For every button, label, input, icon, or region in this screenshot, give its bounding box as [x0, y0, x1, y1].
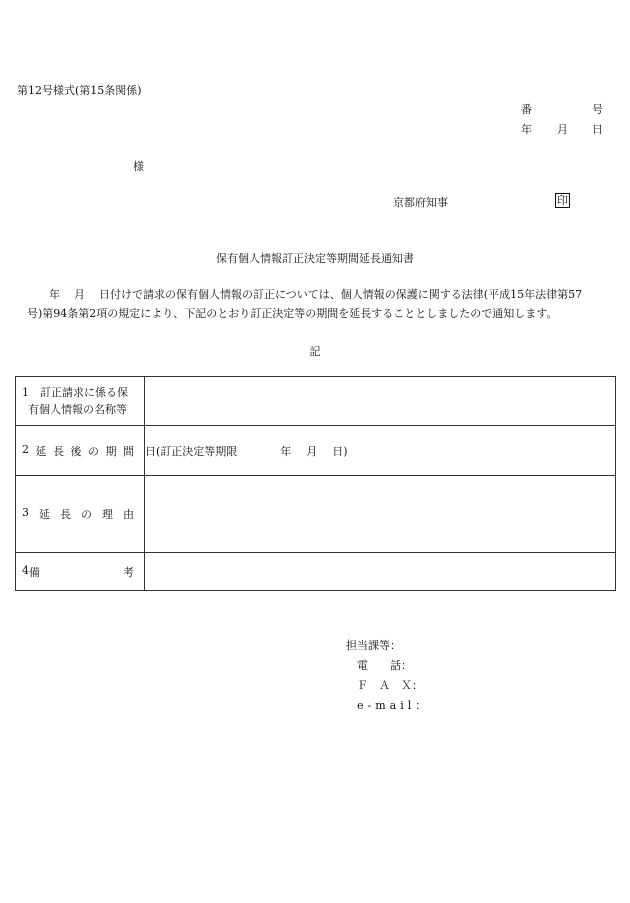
body-date-month: 月: [74, 288, 85, 301]
row-number: 4: [22, 563, 29, 577]
table-row: [16, 377, 616, 426]
notice-body-line-2: 号)第94条第2項の規定により、下記のとおり訂正決定等の期間を延長することとしましたので通知します。: [27, 307, 558, 320]
label-char: の: [88, 444, 99, 458]
contact-block: [346, 636, 430, 716]
label-char: 由: [123, 508, 134, 521]
form-number: 第12号様式(第15条関係): [17, 84, 142, 97]
table-row: [16, 553, 616, 591]
notice-body: [27, 285, 617, 323]
label-char: 長: [60, 508, 71, 521]
extension-day-text: 日(訂正決定等期限: [145, 444, 238, 458]
value-remarks[interactable]: [145, 553, 616, 591]
label-char: 延: [35, 444, 47, 458]
extension-month: 月: [306, 444, 318, 458]
body-date-year: 年: [49, 288, 60, 301]
label-char: 延: [39, 508, 50, 521]
ki-heading: 記: [309, 345, 321, 358]
label-char: 理: [102, 508, 113, 521]
issue-date-year: 年: [521, 123, 532, 136]
label-document-name: [16, 377, 145, 426]
detail-table: [15, 376, 616, 591]
row-number: 3: [22, 506, 29, 519]
label-char: 後: [70, 444, 82, 458]
label-extension-reason: [16, 476, 145, 553]
value-document-name[interactable]: [145, 377, 616, 426]
value-extension-period[interactable]: [145, 426, 616, 476]
value-extension-reason[interactable]: [145, 476, 616, 553]
label-remarks: [16, 553, 145, 591]
label-document-name-line-2: 有個人情報の名称等: [28, 403, 127, 416]
contact-email: e-mail：: [357, 699, 431, 712]
label-char: 間: [123, 444, 134, 458]
issue-date-month: 月: [557, 123, 568, 136]
label-char: 備: [29, 565, 40, 579]
document-title: 保有個人情報訂正決定等期間延長通知書: [216, 252, 414, 265]
body-text-line-1: 日付けで請求の保有個人情報の訂正については、個人情報の保護に関する法律(平成15年法律第57: [99, 288, 583, 301]
contact-fax: Ｆ Ａ Ｘ：: [357, 679, 423, 692]
label-document-name-line-1: 1 訂正請求に係る保: [22, 386, 128, 399]
table-row: [16, 476, 616, 553]
document-number-label: 番: [521, 103, 532, 116]
contact-department: 担当課等：: [346, 639, 401, 652]
extension-day-close: 日): [332, 444, 348, 458]
label-char: の: [81, 508, 92, 521]
extension-year: 年: [280, 444, 292, 458]
row-number: 2: [22, 442, 29, 456]
label-char: 考: [123, 565, 134, 579]
label-char: 期: [105, 444, 117, 458]
label-char: 長: [53, 444, 64, 458]
issuer-name: 京都府知事: [393, 196, 448, 209]
label-extension-period: [16, 426, 145, 476]
contact-telephone: 電 話：: [357, 659, 412, 672]
seal-mark: 印: [557, 194, 568, 207]
table-row: [16, 426, 616, 476]
document-number-suffix: 号: [592, 103, 603, 116]
notice-body-line-1: [27, 285, 617, 304]
issue-date-day: 日: [592, 123, 603, 136]
addressee-suffix: 様: [133, 160, 144, 173]
